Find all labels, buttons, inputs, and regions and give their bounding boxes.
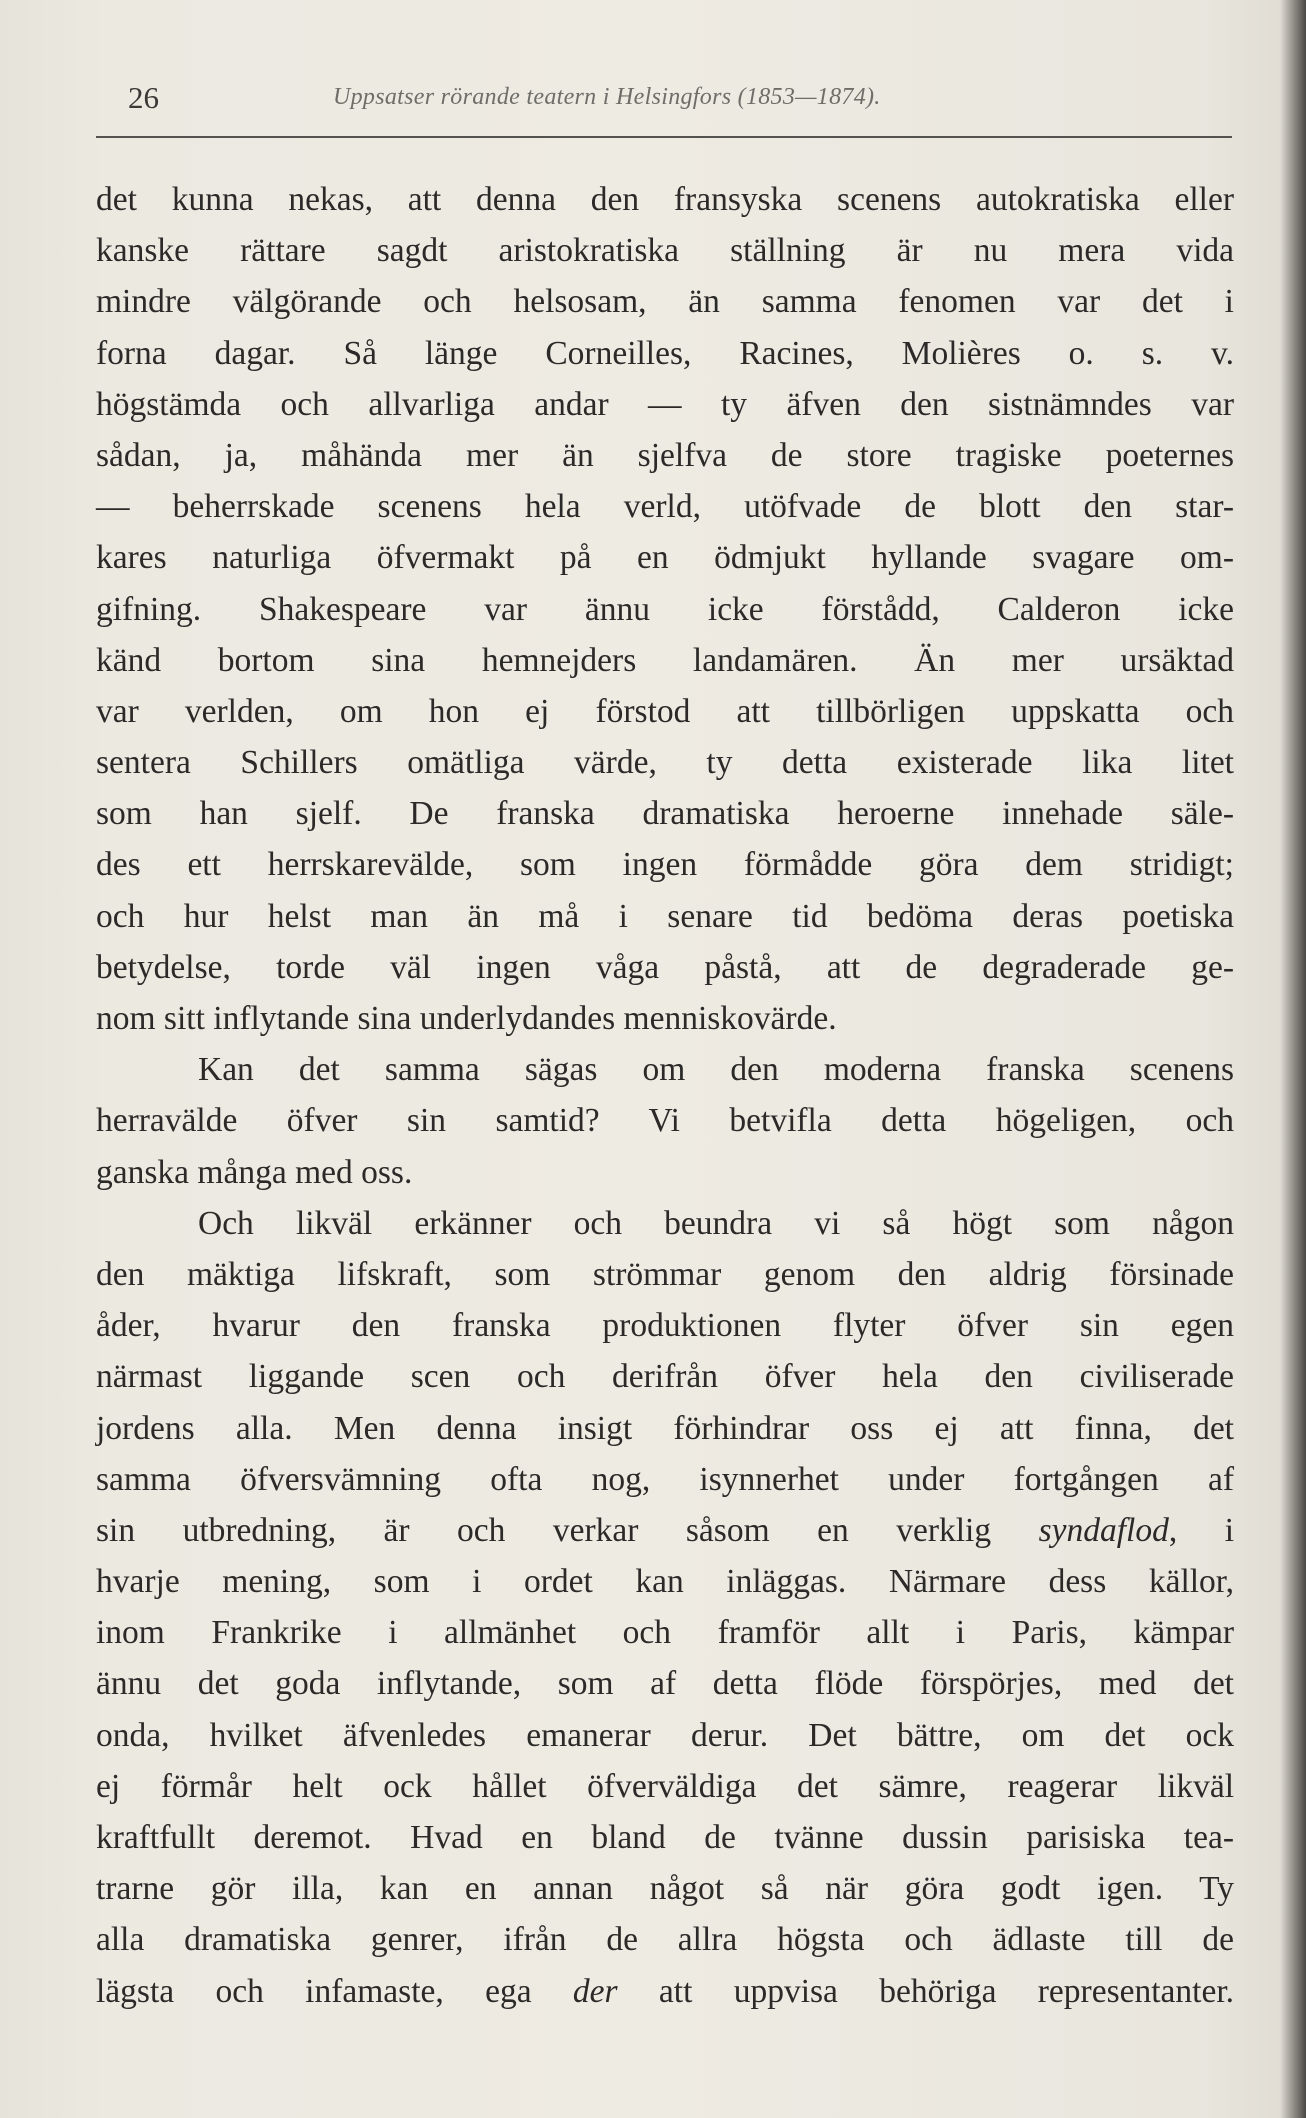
text-line: kares naturliga öfvermakt på en ödmjukt hyllande svagare om- (96, 539, 1234, 577)
text-line: onda, hvilket äfvenledes emanerar derur. Det bättre, om det ock (96, 1716, 1234, 1754)
page-header (128, 76, 1232, 120)
page-number: 26 (128, 80, 159, 115)
text-line: — beherrskade scenens hela verld, utöfvade de blott den star- (96, 488, 1234, 526)
text-segment: att uppvisa behöriga representanter. (617, 1972, 1235, 2010)
text-line: ej förmår helt ock hållet öfverväldiga det sämre, reagerar likväl (96, 1767, 1234, 1805)
running-title: Uppsatser rörande teatern i Helsingfors (1853—1874). (333, 84, 881, 110)
italic-word: syndaflod (1038, 1511, 1169, 1549)
text-line: betydelse, torde väl ingen våga påstå, att de degraderade ge- (96, 948, 1234, 986)
text-line: känd bortom sina hemnejders landamären. Än mer ursäktad (96, 641, 1234, 679)
body-text (96, 174, 1234, 2017)
text-line: närmast liggande scen och derifrån öfver hela den civiliserade (96, 1358, 1234, 1396)
text-line: åder, hvarur den franska produktionen flyter öfver sin egen (96, 1307, 1234, 1345)
text-line: kraftfullt deremot. Hvad en bland de tvänne dussin parisiska tea- (96, 1819, 1234, 1856)
text-line: gifning. Shakespeare var ännu icke förstådd, Calderon icke (96, 590, 1234, 628)
italic-word: der (572, 1972, 618, 2010)
text-line: des ett herrskarevälde, som ingen förmådde göra dem stridigt; (96, 846, 1234, 884)
text-line: samma öfversvämning ofta nog, isynnerhet under fortgången af (96, 1460, 1234, 1498)
text-line (96, 1966, 1234, 2017)
text-line: kanske rättare sagdt aristokratiska ställning är nu mera vida (96, 232, 1234, 270)
page-edge-shadow (1280, 0, 1306, 2118)
text-line: alla dramatiska genrer, ifrån de allra högsta och ädlaste till de (96, 1921, 1234, 1959)
text-line: och hur helst man än må i senare tid bedöma deras poetiska (96, 897, 1234, 935)
text-line: det kunna nekas, att denna den fransyska scenens autokratiska eller (96, 181, 1234, 218)
text-segment: sin utbredning, är och verkar såsom en verklig (96, 1511, 1039, 1549)
text-line: Och likväl erkänner och beundra vi så högt som någon (198, 1204, 1234, 1242)
text-line: ganska många med oss. (96, 1153, 413, 1191)
text-line: forna dagar. Så länge Corneilles, Racines, Molières o. s. v. (96, 334, 1234, 372)
text-line: jordens alla. Men denna insigt förhindrar oss ej att finna, det (96, 1409, 1234, 1447)
text-line: ännu det goda inflytande, som af detta flöde förspörjes, med det (96, 1665, 1234, 1703)
text-line: högstämda och allvarliga andar — ty äfven den sistnämndes var (96, 385, 1234, 423)
text-segment: , i (1168, 1511, 1234, 1549)
text-line: mindre välgörande och helsosam, än samma fenomen var det i (96, 283, 1234, 321)
text-line: inom Frankrike i allmänhet och framför allt i Paris, kämpar (96, 1614, 1234, 1652)
text-line (96, 1505, 1234, 1556)
text-line: den mäktiga lifskraft, som strömmar genom den aldrig försinade (96, 1255, 1234, 1293)
text-segment: lägsta och infamaste, ega (96, 1972, 573, 2010)
text-line: trarne gör illa, kan en annan något så när göra godt igen. Ty (96, 1870, 1234, 1908)
text-line: sentera Schillers omätliga värde, ty detta existerade lika litet (96, 744, 1234, 782)
text-line: Kan det samma sägas om den moderna franska scenens (198, 1051, 1234, 1089)
text-line: nom sitt inflytande sina underlydandes menniskovärde. (96, 1000, 837, 1037)
header-rule (96, 136, 1232, 138)
text-line: som han sjelf. De franska dramatiska heroerne innehade säle- (96, 795, 1234, 833)
text-line: var verlden, om hon ej förstod att tillbörligen uppskatta och (96, 692, 1234, 730)
text-line: sådan, ja, måhända mer än sjelfva de store tragiske poeternes (96, 436, 1234, 474)
text-line: hvarje mening, som i ordet kan inläggas. Närmare dess källor, (96, 1563, 1234, 1601)
text-line: herravälde öfver sin samtid? Vi betvifla detta högeligen, och (96, 1102, 1234, 1140)
